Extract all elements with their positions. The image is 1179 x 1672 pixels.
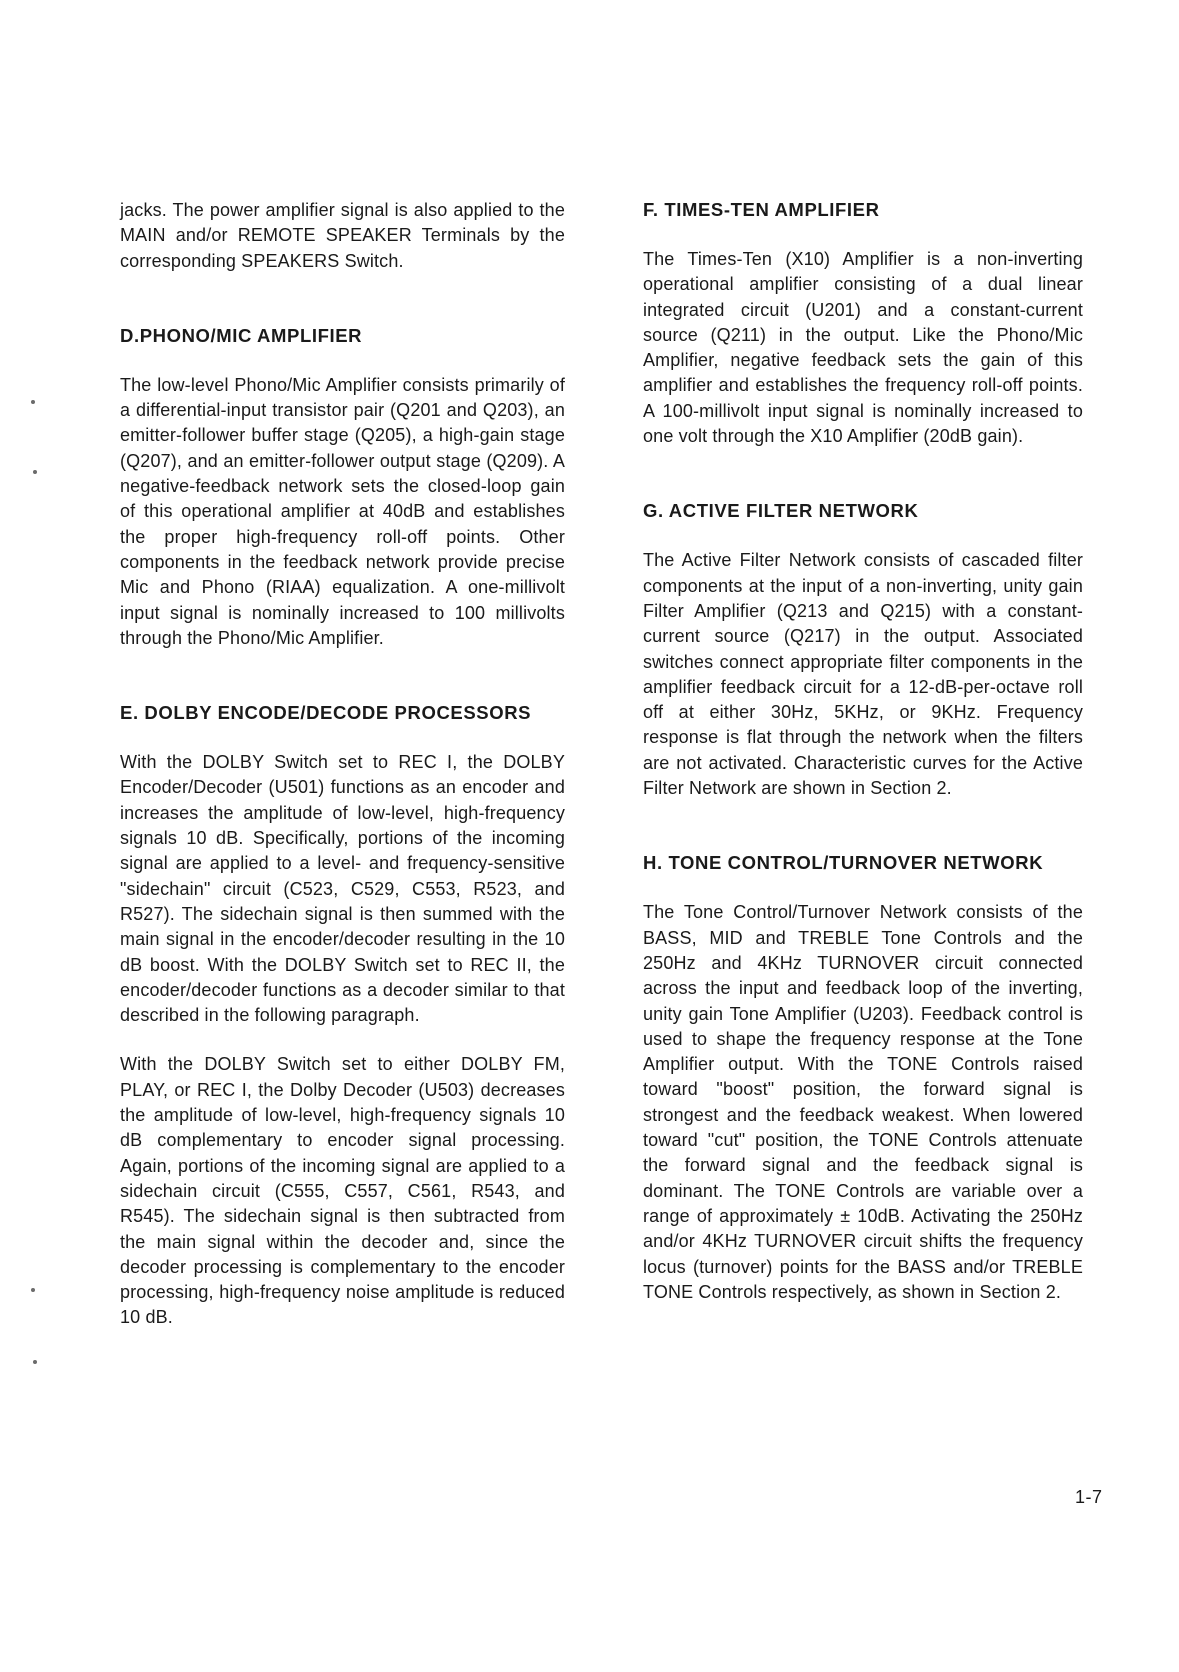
right-column xyxy=(643,198,1083,1305)
scan-speck xyxy=(31,400,35,404)
section-f-heading: F. TIMES-TEN AMPLIFIER xyxy=(643,199,880,220)
section-g-paragraph: The Active Filter Network consists of cascaded filter components at the input of a non-inverting, unity gain Filter Amplifier (Q213 and Q215) with a constant-current source (Q217) in the output. Associated switches connect appropriate filter components in the amplifier feedback circuit for a 12-dB-per-octave roll off at either 30Hz, 5KHz, or 9KHz. Frequency response is flat through the network when the filters are not activated. Characteristic curves for the Active Filter Network are shown in Section 2. xyxy=(643,550,1083,799)
scan-speck xyxy=(33,470,37,474)
page-number: 1-7 xyxy=(1075,1487,1103,1507)
section-e-heading: E. DOLBY ENCODE/DECODE PROCESSORS xyxy=(120,702,532,724)
intro-paragraph: jacks. The power amplifier signal is also applied to the MAIN and/or REMOTE SPEAKER Terminals by the corresponding SPEAKERS Switch. xyxy=(120,200,565,271)
scan-speck xyxy=(33,1360,37,1364)
section-g-heading: G. ACTIVE FILTER NETWORK xyxy=(643,500,919,522)
left-column xyxy=(120,198,565,1331)
section-d-heading: D.PHONO/MIC AMPLIFIER xyxy=(120,324,363,346)
scan-speck xyxy=(31,1288,35,1292)
section-d-paragraph: The low-level Phono/Mic Amplifier consists primarily of a differential-input transistor pair (Q201 and Q203), an emitter-follower buffer stage (Q205), a high-gain stage (Q207), and an emitter-follower output stage (Q209). A negative-feedback network sets the closed-loop gain of this operational amplifier at 40dB and establishes the proper high-frequency roll-off points. Other components in the feedback network provide precise Mic and Phono (RIAA) equalization. A one-millivolt input signal is nominally increased to 100 millivolts through the Phono/Mic Amplifier. xyxy=(120,374,565,648)
section-e-paragraph-1: With the DOLBY Switch set to REC I, the DOLBY Encoder/Decoder (U501) functions as an encoder and increases the amplitude of low-level, high-frequency signals 10 dB. Specifically, portions of the incoming signal are applied to a level- and frequency-sensitive "sidechain" circuit (C523, C529, C553, R523, and R527). The sidechain signal is then summed with the main signal in the encoder/decoder resulting in the 10 dB boost. With the DOLBY Switch set to REC II, the encoder/decoder functions as a decoder similar to that described in the following paragraph. xyxy=(120,752,565,1026)
section-h-heading: H. TONE CONTROL/TURNOVER NETWORK xyxy=(643,852,1044,874)
section-h-paragraph: The Tone Control/Turnover Network consists of the BASS, MID and TREBLE Tone Controls and the 250Hz and 4KHz TURNOVER circuit connected across the input and feedback loop of the inverting, unity gain Tone Amplifier (U203). Feedback control is used to shape the frequency response at the Tone Amplifier output. With the TONE Controls raised toward "boost" position, the forward signal is strongest and the feedback weakest. When lowered toward "cut" position, the TONE Controls attenuate the forward signal and the feedback signal is dominant. The TONE Controls are variable over a range of approximately ± 10dB. Activating the 250Hz and/or 4KHz TURNOVER circuit shifts the frequency locus (turnover) points for the BASS and/or TREBLE TONE Controls respectively, as shown in Section 2. xyxy=(643,902,1083,1302)
section-f-paragraph: The Times-Ten (X10) Amplifier is a non-inverting operational amplifier consisting of a dual linear integrated circuit (U201) and a constant-current source (Q211) in the output. Like the Phono/Mic Amplifier, negative feedback sets the gain of this amplifier and establishes the frequency roll-off points. A 100-millivolt input signal is nominally increased to one volt through the X10 Amplifier (20dB gain). xyxy=(643,249,1083,447)
section-e-paragraph-2: With the DOLBY Switch set to either DOLBY FM, PLAY, or REC I, the Dolby Decoder (U503) decreases the amplitude of low-level, high-frequency signals 10 dB complementary to encoder signal processing. Again, portions of the incoming signal are applied to a sidechain circuit (C555, C557, C561, R543, and R545). The sidechain signal is then subtracted from the main signal within the decoder and, since the decoder processing is complementary to the encoder processing, high-frequency noise amplitude is reduced 10 dB. xyxy=(120,1054,565,1328)
